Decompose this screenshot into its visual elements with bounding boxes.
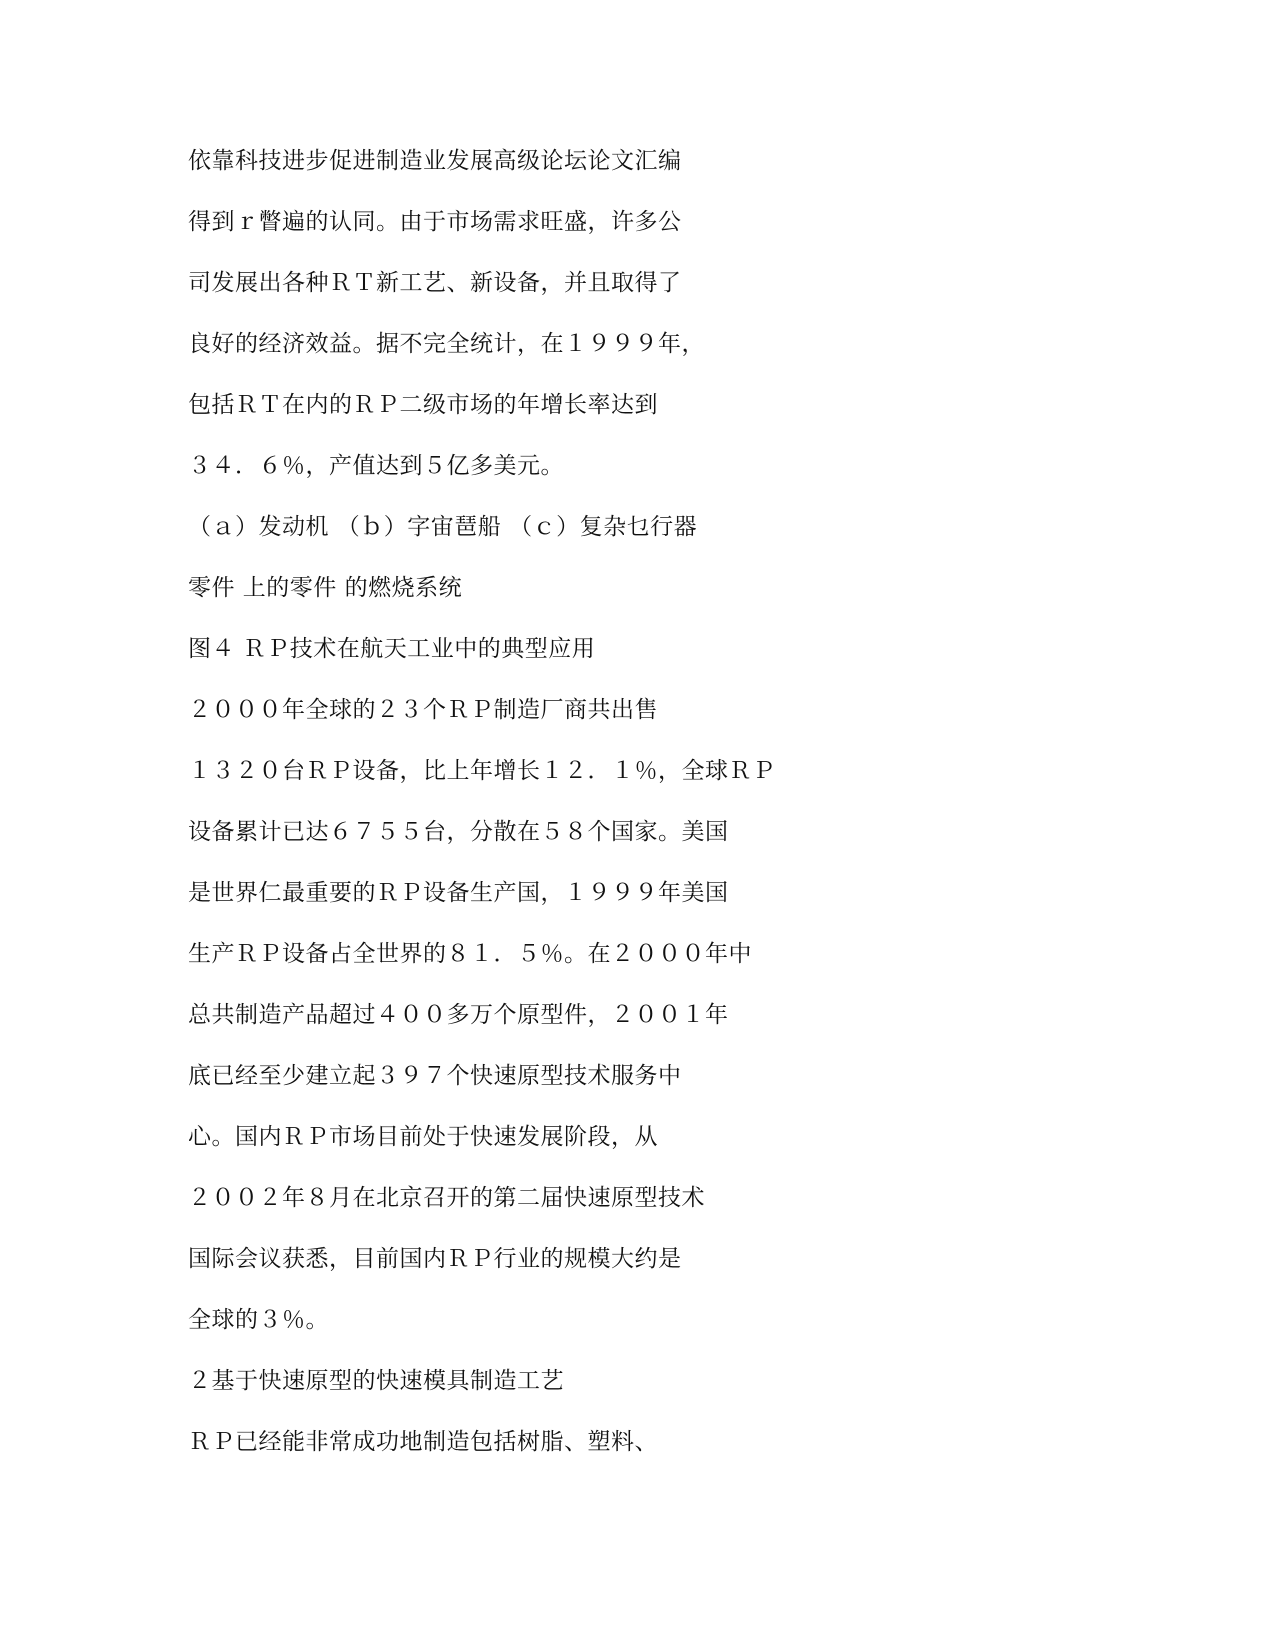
running-header: 依靠科技进步促进制造业发展高级论坛论文汇编 xyxy=(188,148,682,174)
body-line: 全球的３％。 xyxy=(188,1307,329,1333)
body-line: 总共制造产品超过４００多万个原型件，２００１年 xyxy=(188,1002,729,1028)
section-heading: ２基于快速原型的快速模具制造工艺 xyxy=(188,1368,564,1394)
body-line: 包括ＲＴ在内的ＲＰ二级市场的年增长率达到 xyxy=(188,392,658,418)
body-line: ３４．６％，产值达到５亿多美元。 xyxy=(188,453,564,479)
body-line: 设备累计已达６７５５台，分散在５８个国家。美国 xyxy=(188,819,729,845)
body-line: ２０００年全球的２３个ＲＰ制造厂商共出售 xyxy=(188,697,658,723)
body-line: 国际会议获悉，目前国内ＲＰ行业的规模大约是 xyxy=(188,1246,682,1272)
figure-subcaptions: （ａ）发动机 （ｂ）字宙琶船 （ｃ）复杂乜行器 xyxy=(188,514,698,540)
body-line: ２００２年８月在北京召开的第二届快速原型技术 xyxy=(188,1185,705,1211)
body-line: ＲＰ已经能非常成功地制造包括树脂、塑料、 xyxy=(188,1429,658,1455)
body-line: 心。国内ＲＰ市场目前处于快速发展阶段，从 xyxy=(188,1124,658,1150)
body-line: １３２０台ＲＰ设备，比上年增长１２．１％，全球ＲＰ xyxy=(188,758,776,784)
body-line: 底已经至少建立起３９７个快速原型技术服务中 xyxy=(188,1063,682,1089)
body-line: 生产ＲＰ设备占全世界的８１．５％。在２０００年中 xyxy=(188,941,752,967)
body-line: 司发展出各种ＲＴ新工艺、新设备，并且取得了 xyxy=(188,270,682,296)
body-line: 良好的经济效益。据不完全统计，在１９９９年， xyxy=(188,331,705,357)
body-line: 得到ｒ瞥遍的认同。由于市场需求旺盛，许多公 xyxy=(188,209,682,235)
figure-subcaptions: 零件 上的零件 的燃烧系统 xyxy=(188,575,463,601)
text-column xyxy=(188,146,1088,1488)
figure-caption: 图４ ＲＰ技术在航天工业中的典型应用 xyxy=(188,636,596,662)
body-line: 是世界仁最重要的ＲＰ设备生产国，１９９９年美国 xyxy=(188,880,729,906)
